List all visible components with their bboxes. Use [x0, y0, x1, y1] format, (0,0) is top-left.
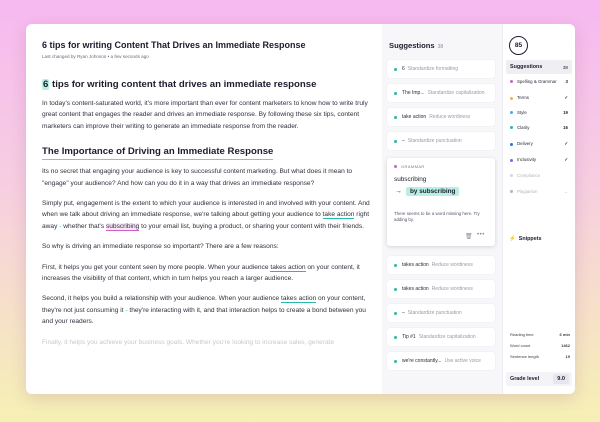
category-count: 19	[563, 110, 568, 116]
category-dot-icon	[510, 126, 513, 129]
insights-panel	[502, 24, 575, 394]
suggestion-item-8[interactable]	[387, 352, 495, 370]
suggestion-text: The Imp...	[402, 90, 425, 96]
more-options-icon[interactable]: •••	[477, 232, 485, 238]
text-run: Simply put, engagement is the extent to which your audience is interested in and involved with your content. And when we talk about driving an immediate response, we're talking about getting your audience to	[42, 200, 370, 219]
snippets-link[interactable]	[509, 236, 541, 242]
tab-suggestions[interactable]	[506, 60, 572, 74]
card-original-text: subscribing	[394, 176, 427, 183]
category-dot-icon	[510, 190, 513, 193]
category-delivery[interactable]	[506, 141, 572, 147]
paragraph-6	[42, 293, 374, 327]
flagged-phrase-take-action[interactable]: take action	[322, 211, 355, 219]
category-count: 16	[563, 125, 568, 131]
stat-reading-time	[510, 332, 570, 337]
suggestion-text: Tip #1	[402, 334, 416, 340]
suggestion-type: Standardize punctuation	[407, 310, 462, 316]
suggestion-type: Standardize formatting	[407, 66, 459, 72]
grade-label: Grade level	[510, 376, 540, 382]
category-dot-icon	[394, 92, 397, 95]
category-label: Style	[517, 110, 527, 115]
category-inclusivity[interactable]	[506, 157, 572, 163]
category-dot-icon	[394, 312, 397, 315]
arrow-right-icon: →	[395, 188, 402, 195]
paragraph-2: Its no secret that engaging your audience is key to successful content marketing. But what does it mean to "engage" your audience? And how can you do it in a way that drives an immediate response?	[42, 168, 353, 187]
text-run: they're interacting with it, and that interaction helps to create a bond between you and your readers.	[42, 306, 366, 326]
category-label: Delivery	[517, 141, 533, 147]
category-plagiarism[interactable]	[506, 189, 572, 194]
suggestion-item-3[interactable]	[387, 132, 495, 150]
category-label: Spelling & Grammar	[517, 79, 557, 84]
suggestions-pane	[382, 24, 502, 394]
text-run: on your content, they're not just consuming it	[42, 295, 366, 314]
stat-value: 1462	[561, 343, 570, 348]
paragraph-3	[42, 198, 374, 232]
category-dot-icon	[510, 143, 513, 146]
suggestions-title: Suggestions	[389, 41, 435, 50]
tab-label: Suggestions	[510, 64, 543, 70]
suggestion-type: Use active voice	[444, 358, 481, 364]
score-ring[interactable]: 85	[509, 36, 528, 55]
category-dot-icon	[394, 140, 397, 143]
flagged-phrase-takes-action-2[interactable]: takes action	[281, 295, 317, 303]
flagged-phrase-subscribing[interactable]: subscribing	[105, 222, 140, 230]
document-title[interactable]: 6 tips for writing Content That Drives an Immediate Response	[42, 40, 306, 50]
snippets-label: Snippets	[518, 236, 542, 242]
category-dot-icon	[510, 174, 513, 177]
category-spelling-grammar[interactable]	[506, 79, 572, 84]
heading-text: tips for writing content that drives an immediate response	[49, 79, 317, 90]
text-run: to your email list, buying a product, or sharing your content with their friends.	[139, 222, 364, 230]
category-dot-icon	[510, 80, 513, 83]
suggestion-type: Standardize capitalization	[418, 334, 476, 340]
suggestion-type: Reduce wordiness	[429, 114, 471, 120]
document-body[interactable]	[42, 78, 374, 357]
category-label: Clarity	[517, 125, 530, 130]
text-run: on your content, it increases the visibility of that content, which in turn helps you reach a larger audience.	[42, 263, 360, 283]
category-dot-icon	[394, 68, 397, 71]
flagged-dash[interactable]: -	[59, 222, 62, 230]
category-dot-icon	[510, 97, 513, 100]
suggestion-card-expanded[interactable]	[387, 158, 495, 246]
editor-fade	[26, 368, 382, 394]
suggestions-header	[389, 41, 443, 50]
stat-word-count	[510, 343, 570, 348]
suggestion-item-5[interactable]	[387, 280, 495, 298]
flagged-phrase-takes-action[interactable]: takes action	[270, 263, 306, 271]
suggestion-item-0[interactable]	[387, 60, 495, 78]
suggestion-text: take action	[402, 114, 427, 120]
arrow-right-icon: →	[563, 189, 568, 195]
suggestion-type: Standardize punctuation	[407, 138, 462, 144]
category-dot-icon	[394, 336, 397, 339]
suggestion-item-4[interactable]	[387, 256, 495, 274]
card-category	[394, 164, 425, 169]
text-run: right away	[42, 211, 370, 230]
stat-value: 6 min	[559, 332, 570, 337]
paragraph-7: Finally, it helps you achieve your business goals. Whether you're looking to increase sales, generate	[42, 338, 335, 346]
category-dot-icon	[394, 116, 397, 119]
check-icon: ✓	[564, 157, 568, 162]
stat-label: Reading time	[510, 332, 534, 337]
text-run: First, it helps you get your content seen by more people. When your audience	[42, 263, 271, 271]
tab-count: 38	[562, 64, 568, 70]
stat-sentence-length	[510, 354, 570, 359]
accept-replacement-button[interactable]: by subscribing	[406, 187, 459, 196]
paragraph-5	[42, 262, 374, 285]
suggestion-text: 6	[402, 66, 405, 72]
suggestion-item-2[interactable]	[387, 108, 495, 126]
category-compliance[interactable]	[506, 173, 572, 178]
category-label: Inclusivity	[517, 157, 537, 163]
flagged-dash-2[interactable]: -	[125, 306, 128, 314]
grade-level[interactable]	[506, 372, 572, 386]
grammar-dot-icon	[394, 165, 397, 168]
category-dot-icon	[394, 288, 397, 291]
card-description: There seems to be a word missing here. Try adding by.	[394, 211, 480, 223]
text-run: Second, it helps you build a relationship with your audience. When your audience	[42, 295, 281, 303]
section-heading[interactable]: The Importance of Driving an Immediate Response	[42, 145, 273, 160]
category-dot-icon	[510, 111, 513, 114]
check-icon: ✓	[564, 95, 568, 100]
category-label: Compliance	[517, 173, 541, 178]
trash-icon[interactable]: 🗑	[465, 234, 473, 240]
suggestion-text: takes action	[402, 262, 429, 268]
stat-label: Sentence length	[510, 354, 539, 359]
category-label: Plagiarism	[517, 189, 538, 194]
suggestion-item-7[interactable]	[387, 328, 495, 346]
category-count: 3	[565, 79, 568, 85]
category-label: Terms	[517, 95, 529, 101]
suggestion-type: Standardize capitalization	[427, 90, 485, 96]
category-terms[interactable]	[506, 95, 572, 101]
suggestion-type: Reduce wordiness	[431, 286, 473, 292]
suggestion-text: –	[402, 310, 405, 316]
stat-label: Word count	[510, 343, 531, 348]
category-dot-icon	[510, 159, 513, 162]
category-dot-icon	[394, 360, 397, 363]
lightning-icon: ⚡	[509, 236, 516, 242]
stat-value: 19	[565, 354, 570, 359]
document-heading[interactable]	[42, 78, 374, 92]
category-dot-icon	[394, 264, 397, 267]
document-meta: Last changed by Ryan Johnson • a few seconds ago	[42, 54, 149, 59]
heading-number-highlight[interactable]: 6	[43, 79, 49, 90]
suggestion-text: –	[402, 138, 405, 144]
grade-value: 9.0	[553, 374, 569, 384]
suggestion-text: we're constantly...	[402, 358, 442, 364]
suggestions-count: 38	[437, 44, 444, 50]
suggestion-item-6[interactable]	[387, 304, 495, 322]
suggestion-item-1[interactable]	[387, 84, 495, 102]
app-window	[26, 24, 575, 394]
card-category-label: GRAMMAR	[401, 164, 425, 169]
suggestion-text: takes action	[402, 286, 429, 292]
editor-pane[interactable]	[26, 24, 382, 394]
text-run: whether that's	[61, 222, 106, 230]
paragraph-1: In today's content-saturated world, it's more important than ever for content marketers to know how to write truly great content that engages the reader and drives an immediate response. By following these six tips, content marketers can improve their writing to generate an immediate response from the reader.	[42, 100, 368, 130]
suggestion-type: Reduce wordiness	[431, 262, 473, 268]
check-icon: ✓	[564, 141, 568, 146]
paragraph-4: So why is driving an immediate response so important? There are a few reasons:	[42, 243, 279, 251]
category-style[interactable]	[506, 110, 572, 115]
category-clarity[interactable]	[506, 125, 572, 130]
